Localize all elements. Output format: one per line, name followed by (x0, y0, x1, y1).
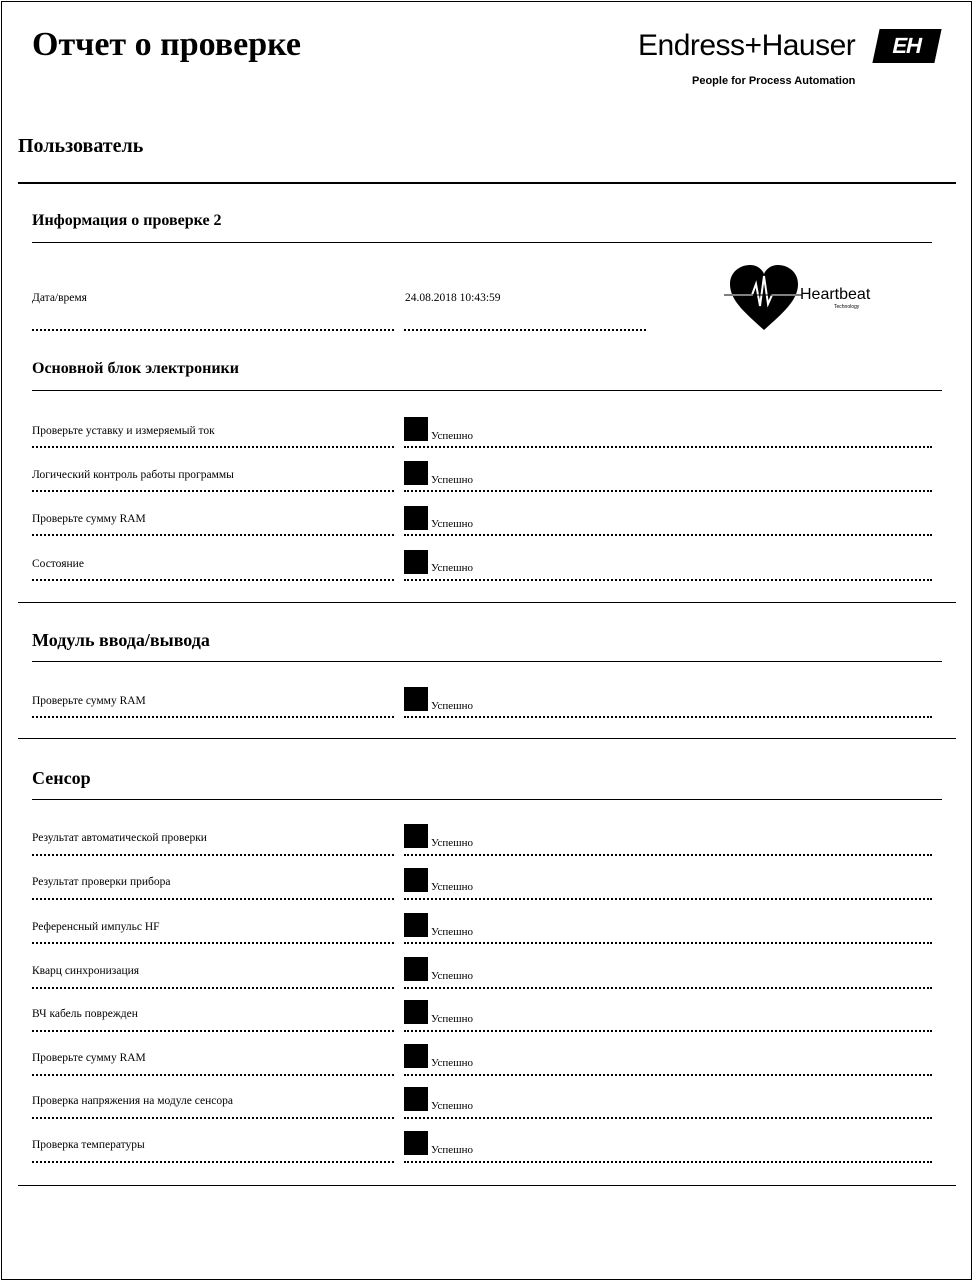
check-label: Результат проверки прибора (32, 876, 171, 888)
check-label: Референсный импульс HF (32, 921, 160, 933)
dotted-rule (32, 1074, 394, 1076)
dotted-rule (404, 716, 932, 718)
check-status: Успешно (431, 430, 473, 442)
check-status: Успешно (431, 474, 473, 486)
check-label: Проверьте сумму RAM (32, 1052, 146, 1064)
check-status: Успешно (431, 1013, 473, 1025)
dotted-rule (404, 854, 932, 856)
check-label: Логический контроль работы программы (32, 469, 234, 481)
divider (32, 661, 942, 662)
dotted-rule (32, 1117, 394, 1119)
status-indicator-icon (404, 687, 428, 711)
dotted-rule (32, 987, 394, 989)
user-label: Пользователь (18, 135, 144, 157)
dotted-rule (404, 1117, 932, 1119)
brand-tagline: People for Process Automation (692, 75, 856, 87)
dotted-rule (32, 854, 394, 856)
heartbeat-subtext: Technology (834, 304, 860, 310)
heartbeat-text: Heartbeat (800, 286, 871, 303)
datetime-label: Дата/время (32, 292, 87, 304)
divider (18, 738, 956, 739)
divider (18, 1185, 956, 1186)
status-indicator-icon (404, 913, 428, 937)
dotted-rule (404, 1030, 932, 1032)
brand-name: Endress+Hauser (638, 29, 856, 62)
dotted-rule (32, 1030, 394, 1032)
check-status: Успешно (431, 562, 473, 574)
datetime-value: 24.08.2018 10:43:59 (405, 292, 501, 304)
dotted-rule (404, 534, 932, 536)
status-indicator-icon (404, 1000, 428, 1024)
dotted-rule (404, 987, 932, 989)
dotted-rule (404, 1161, 932, 1163)
dotted-rule (404, 329, 646, 331)
check-label: Проверка напряжения на модуле сенсора (32, 1095, 233, 1107)
dotted-rule (404, 898, 932, 900)
check-status: Успешно (431, 700, 473, 712)
check-label: Проверьте сумму RAM (32, 513, 146, 525)
check-status: Успешно (431, 926, 473, 938)
check-label: Кварц синхронизация (32, 965, 140, 977)
dotted-rule (404, 490, 932, 492)
section-heading-sensor: Сенсор (32, 768, 91, 788)
dotted-rule (32, 1161, 394, 1163)
status-indicator-icon (404, 1044, 428, 1068)
eh-logo-icon (872, 29, 941, 63)
status-indicator-icon (404, 824, 428, 848)
status-indicator-icon (404, 1087, 428, 1111)
check-label: Проверьте уставку и измеряемый ток (32, 425, 215, 437)
check-status: Успешно (431, 837, 473, 849)
divider (18, 182, 956, 184)
heartbeat-technology-logo (724, 264, 884, 334)
status-indicator-icon (404, 868, 428, 892)
endress-hauser-logo (638, 27, 948, 97)
verification-info-heading: Информация о проверке 2 (32, 212, 222, 229)
divider (32, 799, 942, 800)
check-status: Успешно (431, 970, 473, 982)
check-label: Проверка температуры (32, 1139, 145, 1151)
dotted-rule (32, 490, 394, 492)
dotted-rule (32, 446, 394, 448)
dotted-rule (404, 446, 932, 448)
dotted-rule (404, 942, 932, 944)
dotted-rule (32, 942, 394, 944)
section-heading-io-module: Модуль ввода/вывода (32, 630, 210, 650)
dotted-rule (32, 716, 394, 718)
status-indicator-icon (404, 550, 428, 574)
report-title: Отчет о проверке (32, 26, 301, 63)
divider (18, 602, 956, 603)
check-label: Результат автоматической проверки (32, 832, 207, 844)
divider (32, 242, 932, 243)
status-indicator-icon (404, 506, 428, 530)
dotted-rule (404, 1074, 932, 1076)
eh-mark: EH (890, 33, 925, 58)
dotted-rule (32, 579, 394, 581)
status-indicator-icon (404, 417, 428, 441)
check-status: Успешно (431, 1100, 473, 1112)
dotted-rule (32, 898, 394, 900)
report-page (1, 1, 972, 1280)
dotted-rule (32, 329, 394, 331)
section-heading-main-electronics: Основной блок электроники (32, 360, 239, 377)
divider (32, 390, 942, 391)
check-label: Проверьте сумму RAM (32, 695, 146, 707)
status-indicator-icon (404, 461, 428, 485)
check-status: Успешно (431, 881, 473, 893)
status-indicator-icon (404, 1131, 428, 1155)
check-label: ВЧ кабель поврежден (32, 1008, 138, 1020)
check-status: Успешно (431, 1057, 473, 1069)
check-status: Успешно (431, 1144, 473, 1156)
dotted-rule (32, 534, 394, 536)
status-indicator-icon (404, 957, 428, 981)
dotted-rule (404, 579, 932, 581)
check-label: Состояние (32, 558, 84, 570)
check-status: Успешно (431, 518, 473, 530)
